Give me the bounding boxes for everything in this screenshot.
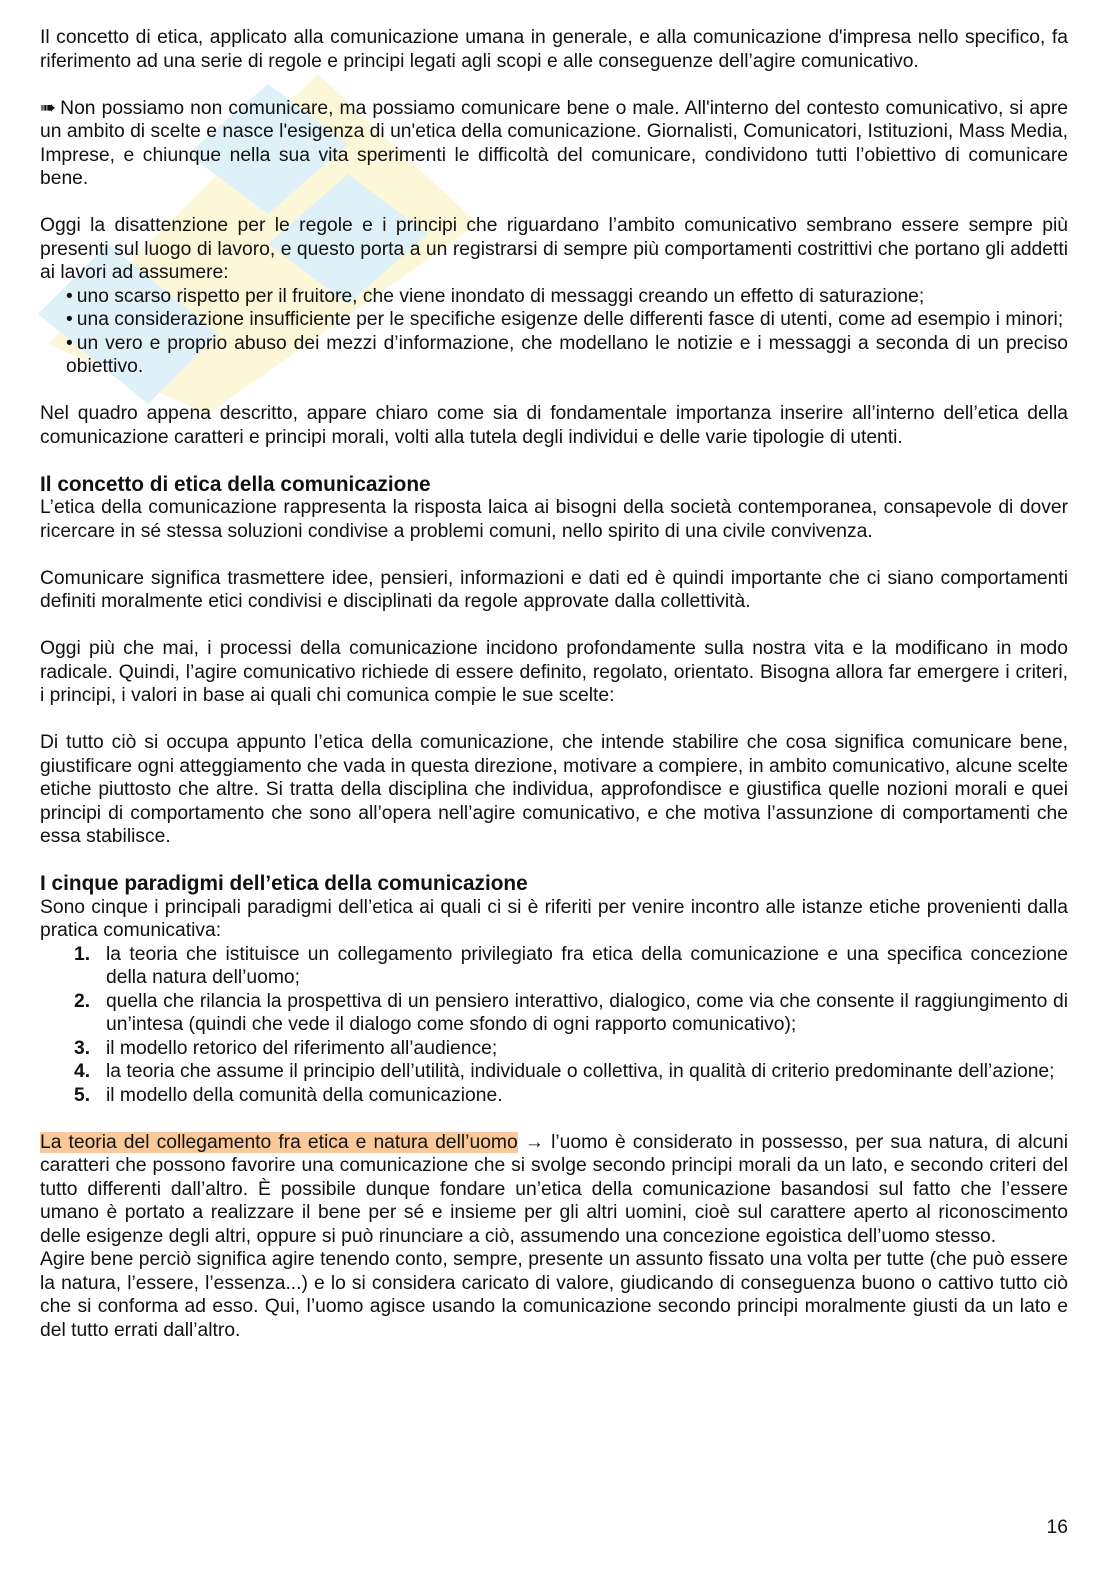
highlighted-term: La teoria del collegamento fra etica e natura dell’uomo [40, 1131, 518, 1153]
list-item [74, 1060, 1068, 1084]
section-heading-concetto: Il concetto di etica della comunicazione [40, 472, 431, 496]
bullet-icon: • [66, 332, 73, 354]
section1-paragraph-4: Di tutto ciò si occupa appunto l’etica della comunicazione, che intende stabilire che cosa significa comunicare bene, giustificare ogni atteggiamento che vada in questa direzione, motivare a compiere, in ambito comunicativo, alcune scelte etiche piuttosto che altre. Si tratta della disciplina che individua, approfondisce e giustifica quelle nozioni morali e quei principi di comportamento che sono all’opera nell’agire comunicativo, e che motiva l’assunzione di comportamenti che essa stabilisce. [40, 732, 1068, 847]
list-item-text: uno scarso rispetto per il fruitore, che viene inondato di messaggi creando un effetto di saturazione; [76, 285, 925, 307]
theory-paragraph [40, 1131, 1068, 1249]
list-item-text: una considerazione insufficiente per le specifiche esigenze delle differenti fasce di utenti, come ad esempio i minori; [76, 309, 1064, 330]
arrow-right-icon: ➠ [40, 97, 57, 119]
paradigm-list [40, 943, 1068, 1108]
page-number: 16 [1046, 1517, 1068, 1538]
list-item [66, 332, 1068, 379]
section1-paragraph-1: L’etica della comunicazione rappresenta la risposta laica ai bisogni della società contemporanea, consapevole di dover ricercare in sé stessa soluzioni condivise a problemi comuni, nello spirito di una civile convivenza. [40, 497, 1068, 542]
intro-paragraph-4: Nel quadro appena descritto, appare chiaro come sia di fondamentale importanza inserire all’interno dell’etica della comunicazione caratteri e principi morali, volti alla tutela degli individui e delle varie tipologie di utenti. [40, 403, 1068, 448]
list-item-text: la teoria che istituisce un collegamento privilegiato fra etica della comunicazione e una specifica concezione della natura dell’uomo; [106, 943, 1068, 988]
section1-paragraph-3: Oggi più che mai, i processi della comunicazione incidono profondamente sulla nostra vita e la modificano in modo radicale. Quindi, l’agire comunicativo richiede di essere definito, regolato, orientato. Bisogna allora far emergere i criteri, i principi, i valori in base ai quali chi comunica compie le sue scelte: [40, 638, 1068, 706]
list-item [74, 1084, 1068, 1108]
intro-paragraph-2-text: Non possiamo non comunicare, ma possiamo comunicare bene o male. All'interno del contesto comunicativo, si apre un ambito di scelte e nasce l'esigenza di un'etica della comunicazione. Giornalisti, Comunicatori, Istituzioni, Mass Media, Imprese, e chiunque nella sua vita sperimenti le difficoltà del comunicare, condividono tutti l’obiettivo di comunicare bene. [40, 97, 1068, 189]
list-item [66, 285, 1068, 309]
list-item [74, 1037, 1068, 1061]
section1-paragraph-2: Comunicare significa trasmettere idee, pensieri, informazioni e dati ed è quindi importante che ci siano comportamenti definiti moralmente etici condivisi e disciplinati da regole approvate dalla collettività. [40, 567, 1068, 612]
bullet-icon: • [66, 285, 73, 307]
document-content [40, 26, 1068, 1366]
theory-paragraph-text: → l’uomo è considerato in possesso, per sua natura, di alcuni caratteri che possono favorire una comunicazione che si svolge secondo principi morali da un lato, e secondo criteri del tutto differenti dall’altro. È possibile dunque fondare un’etica della comunicazione basandosi sul fatto che l’essere umano è portato a realizzare il bene per sé e insieme per gli altri uomini, cioè sul carattere aperto al riconoscimento delle esigenze degli altri, oppure si può rinunciare a ciò, assumendo una concezione egoistica dell’uomo stesso. [40, 1131, 1068, 1247]
list-item-text: la teoria che assume il principio dell’utilità, individuale o collettiva, in qualità di criterio predominante dell’azione; [106, 1061, 1055, 1082]
list-item-number: 4. [74, 1061, 91, 1082]
closing-paragraph: Agire bene perciò significa agire tenendo conto, sempre, presente un assunto fissato una volta per tutte (che può essere la natura, l’essere, l’essenza...) e lo si considera caricato di valore, giudicando di conseguenza buono o cattivo tutto ciò che si conforma ad esso. Qui, l’uomo agisce usando la comunicazione secondo principi moralmente giusti da un lato e del tutto errati dall’altro. [40, 1249, 1068, 1341]
list-item-number: 1. [74, 943, 91, 965]
list-item-text: il modello della comunità della comunicazione. [106, 1084, 503, 1106]
list-item-number: 3. [74, 1037, 91, 1059]
intro-paragraph-2 [40, 97, 1068, 191]
list-item-number: 5. [74, 1084, 91, 1106]
bullet-icon: • [66, 309, 73, 330]
bullet-list [40, 285, 1068, 379]
section-heading-paradigmi: I cinque paradigmi dell’etica della comunicazione [40, 872, 528, 895]
list-item-number: 2. [74, 990, 91, 1012]
list-item [74, 990, 1068, 1037]
list-item [66, 308, 1068, 332]
list-item-text: il modello retorico del riferimento all’audience; [106, 1037, 498, 1059]
intro-paragraph-3: Oggi la disattenzione per le regole e i principi che riguardano l’ambito comunicativo sembrano essere sempre più presenti sul luogo di lavoro, e questo porta a un registrarsi di sempre più comportamenti costrittivi che portano gli addetti ai lavori ad assumere: [40, 215, 1068, 283]
intro-paragraph-1: Il concetto di etica, applicato alla comunicazione umana in generale, e alla comunicazione d'impresa nello specifico, fa riferimento ad una serie di regole e principi legati agli scopi e alle conseguenze dell’agire comunicativo. [40, 27, 1068, 72]
section2-intro: Sono cinque i principali paradigmi dell’etica ai quali ci si è riferiti per venire incontro alle istanze etiche provenienti dalla pratica comunicativa: [40, 896, 1068, 941]
list-item-text: un vero e proprio abuso dei mezzi d’informazione, che modellano le notizie e i messaggi a seconda di un preciso obiettivo. [66, 332, 1068, 377]
list-item-text: quella che rilancia la prospettiva di un pensiero interattivo, dialogico, come via che consente il raggiungimento di un’intesa (quindi che vede il dialogo come sfondo di ogni rapporto comunicativo); [106, 990, 1068, 1035]
list-item [74, 943, 1068, 990]
